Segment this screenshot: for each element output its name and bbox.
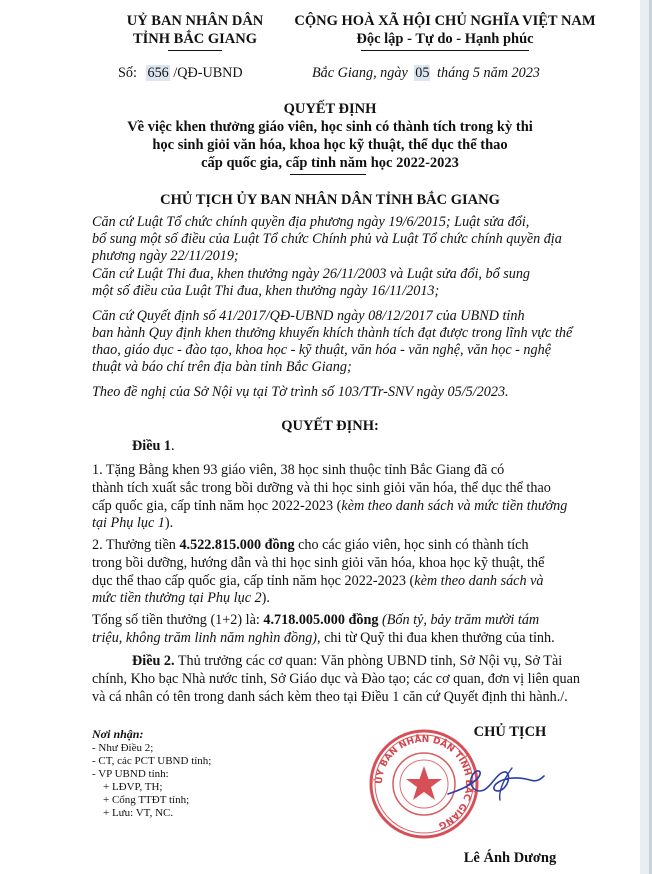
so-suffix: /QĐ-UBND	[173, 65, 243, 81]
article2-line3: và cá nhân có tên trong danh sách kèm theo tại Điều 1 căn cứ Quyết định thi hành./.	[92, 689, 568, 705]
item2-line1-rest: cho các giáo viên, học sinh có thành tích	[294, 537, 529, 553]
title-line3: cấp quốc gia, cấp tỉnh năm học 2022-2023	[201, 155, 459, 171]
basis-2-line2: một số điều của Luật Thi đua, khen thưởng ngày 16/11/2013;	[92, 283, 440, 299]
total-amount: 4.718.005.000 đồng	[263, 612, 379, 628]
total-label: Tổng số tiền thưởng (1+2) là:	[92, 612, 264, 628]
recipient-item: + Lưu: VT, NC.	[103, 807, 174, 819]
basis-3-line2: ban hành Quy định khen thưởng khuyến khích thành tích đạt được trong lĩnh vực thể	[92, 325, 573, 341]
article1-item2-line4	[92, 590, 612, 608]
article1-heading	[132, 438, 332, 456]
basis-3-line1: Căn cứ Quyết định số 41/2017/QĐ-UBND ngày 08/12/2017 của UBND tỉnh	[92, 308, 525, 324]
basis-1-line1: Căn cứ Luật Tổ chức chính quyền địa phương ngày 19/6/2015; Luật sửa đổi,	[92, 214, 530, 230]
recipient-item: + LĐVP, TH;	[103, 781, 163, 793]
date-day: 05	[415, 65, 430, 81]
issue-date	[312, 64, 540, 82]
item1-line3-text: cấp quốc gia, cấp tỉnh năm học 2022-2023 (	[92, 498, 342, 514]
so-number: 656	[147, 65, 169, 81]
agency-underline	[168, 50, 222, 51]
so-label: Số:	[118, 65, 137, 81]
basis-4-line1: Theo đề nghị của Sở Nội vụ tại Tờ trình số 103/TTr-SNV ngày 05/5/2023.	[92, 384, 509, 400]
total-in-words-1: (Bốn tỷ, bảy trăm mười tám	[378, 612, 540, 628]
article1-item2-line3	[92, 573, 612, 591]
item1-line3-italic: kèm theo danh sách và mức tiền thưởng	[341, 498, 568, 514]
basis-1-line2: bổ sung một số điều của Luật Tổ chức Chính phủ và Luật Tổ chức chính quyền địa	[92, 231, 562, 247]
item1-line4-end: ).	[164, 515, 174, 531]
article2-line2: chính, Kho bạc Nhà nước tỉnh, Sở Giáo dục và Đào tạo; các cơ quan, đơn vị liên quan	[92, 671, 581, 687]
agency-name-line2: TỈNH BẮC GIANG	[132, 31, 258, 47]
item2-line4-end: ).	[261, 590, 270, 606]
svg-text:ỦY BAN NHÂN DÂN TỈNH BẮC GIANG: ỦY BAN NHÂN DÂN TỈNH BẮC GIANG	[374, 734, 474, 831]
basis-3-line4: thuật và báo chí trên địa bàn tỉnh Bắc Giang;	[92, 359, 352, 375]
title-underline	[290, 174, 366, 175]
nation-underline	[361, 50, 529, 51]
article2-label: Điều 2.	[132, 653, 175, 669]
article1-dot: .	[171, 438, 175, 454]
signature-icon	[440, 760, 550, 810]
authority-line: CHỦ TỊCH ỦY BAN NHÂN DÂN TỈNH BẮC GIANG	[160, 192, 500, 208]
item2-appendix-ref: mức tiền thưởng tại Phụ lục 2	[92, 590, 262, 606]
article1-item1-line2: thành tích xuất sắc trong bồi dưỡng và thi học sinh giỏi văn hóa, thể dục thể thao	[92, 480, 551, 496]
recipients-heading: Nơi nhận:	[92, 727, 144, 741]
article1-item1-line4	[92, 515, 612, 533]
basis-3-line3: thao, giáo dục - đào tạo, khoa học - kỹ thuật, văn hóa - văn nghệ, văn học - nghệ	[92, 342, 552, 358]
date-month: tháng 5 năm 2023	[437, 65, 540, 81]
article2-line1-text: Thủ trưởng các cơ quan: Văn phòng UBND tỉnh, Sở Nội vụ, Sở Tài	[174, 653, 563, 669]
basis-1-line3: phương ngày 22/11/2019;	[92, 248, 239, 264]
article1-item1-line3	[92, 498, 612, 516]
item2-amount: 4.522.815.000 đồng	[179, 537, 295, 553]
article2-line1	[92, 653, 612, 671]
title-main: QUYẾT ĐỊNH	[283, 101, 377, 117]
item1-appendix-ref: tại Phụ lục 1	[92, 515, 165, 531]
nation-line2: Độc lập - Tự do - Hạnh phúc	[356, 31, 534, 47]
recipient-item: - VP UBND tỉnh:	[92, 768, 169, 780]
total-source: , chi từ Quỹ thi đua khen thưởng của tỉnh.	[317, 630, 555, 646]
article1-total-line1	[92, 612, 612, 630]
item2-line1-text: 2. Thưởng tiền	[92, 537, 180, 553]
recipient-item: - Như Điều 2;	[92, 742, 154, 754]
article1-total-line2	[92, 630, 612, 648]
total-in-words-2: triệu, không trăm linh năm nghìn đồng)	[92, 630, 318, 646]
article1-item2-line1	[92, 537, 612, 555]
item2-line3-text: dục thể thao cấp quốc gia, cấp tỉnh năm học 2022-2023 (	[92, 573, 415, 589]
recipient-item: + Cổng TTĐT tỉnh;	[103, 794, 190, 806]
title-line1: Về việc khen thưởng giáo viên, học sinh có thành tích trong kỳ thi	[127, 119, 533, 135]
article1-item2-line2: trong bồi dưỡng, hướng dẫn và thi học sinh giỏi văn hóa, khoa học kỹ thuật, thể	[92, 555, 545, 571]
decision-heading: QUYẾT ĐỊNH:	[281, 418, 379, 434]
signer-name: Lê Ánh Dương	[463, 850, 557, 866]
item2-line3-italic: kèm theo danh sách và	[414, 573, 544, 589]
signer-title: CHỦ TỊCH	[473, 724, 547, 740]
document-number	[118, 64, 243, 82]
title-line2: học sinh giỏi văn hóa, khoa học kỹ thuật, thể dục thể thao	[152, 137, 508, 153]
basis-2-line1: Căn cứ Luật Thi đua, khen thưởng ngày 26/11/2003 và Luật sửa đổi, bổ sung	[92, 266, 531, 282]
recipient-item: - CT, các PCT UBND tỉnh;	[92, 755, 212, 767]
article1-label: Điều 1	[132, 438, 172, 454]
agency-name-line1: UỶ BAN NHÂN DÂN	[126, 13, 264, 29]
article1-item1-line1: 1. Tặng Bằng khen 93 giáo viên, 38 học sinh thuộc tỉnh Bắc Giang đã có	[92, 462, 505, 478]
nation-line1: CỘNG HOÀ XÃ HỘI CHỦ NGHĨA VIỆT NAM	[294, 13, 596, 29]
date-prefix: Bắc Giang, ngày	[312, 65, 408, 81]
